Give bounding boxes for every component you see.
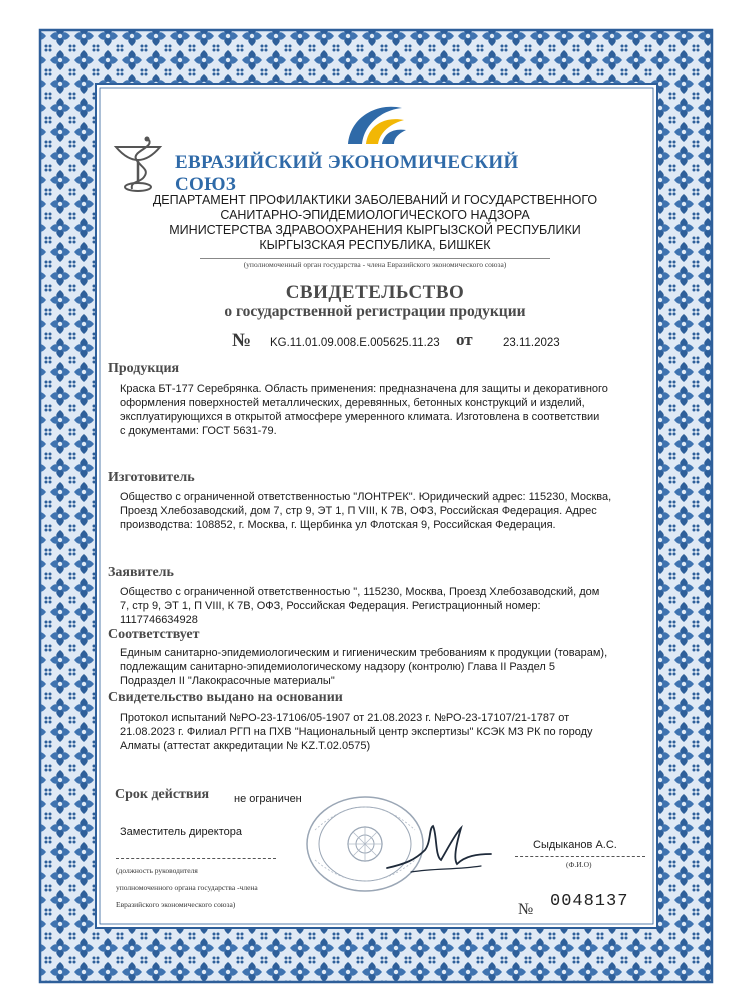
validity-value: не ограничен xyxy=(234,793,302,805)
product-line: с документами: ГОСТ 5631-79. xyxy=(120,425,277,437)
eaeu-logo-icon xyxy=(340,98,412,152)
union-title: ЕВРАЗИЙСКИЙ ЭКОНОМИЧЕСКИЙ СОЮЗ xyxy=(175,152,519,195)
product-line: эксплуатирующихся в открытой атмосфере умеренного климата. Изготовлена в соответствии xyxy=(120,411,600,423)
basis-line: 21.08.2023 г. Филиал РГП на ПХВ "Национальный центр экспертизы" КСЭК МЗ РК по городу xyxy=(120,726,593,738)
manufacturer-heading: Изготовитель xyxy=(108,470,195,485)
complies-line: Единым санитарно-эпидемиологическим и гигиеническим требованиям к продукции (товарам), xyxy=(120,647,608,659)
basis-line: Алматы (аттестат аккредитации № KZ.T.02.0575) xyxy=(120,740,371,752)
complies-text xyxy=(120,646,655,688)
applicant-text xyxy=(120,585,655,627)
product-line: оформления поверхностей металлических, деревянных, бетонных конструкций и изделий, xyxy=(120,397,585,409)
bowl-of-hygieia-icon xyxy=(110,133,166,195)
applicant-line: 7, стр 9, ЭТ 1, П VIII, К 7В, ОФЗ, Российская Федерация. Регистрационный номер: xyxy=(120,600,541,612)
signatory-name: Сыдыканов А.С. xyxy=(533,839,617,851)
basis-heading: Свидетельство выдано на основании xyxy=(108,690,343,705)
serial-label: № xyxy=(518,901,534,918)
name-note: (Ф.И.О) xyxy=(566,860,592,869)
complies-line: подлежащим санитарно-эпидемиологическому надзору (контролю) Глава II Раздел 5 xyxy=(120,661,555,673)
position-note-line: уполномоченного органа государства -члена xyxy=(116,883,258,892)
department-line: ДЕПАРТАМЕНТ ПРОФИЛАКТИКИ ЗАБОЛЕВАНИЙ И ГОСУДАРСТВЕННОГО xyxy=(152,193,598,207)
certificate-date: 23.11.2023 xyxy=(503,337,560,349)
manufacturer-line: Проезд Хлебозаводский, дом 7, стр 9, ЭТ 1, П VIII, К 7В, ОФЗ, Российская Федерация. Адрес xyxy=(120,505,597,517)
name-underline xyxy=(515,856,645,857)
product-text xyxy=(120,382,655,438)
position-note-line: Евразийского экономического союза) xyxy=(116,900,236,909)
signatory-position: Заместитель директора xyxy=(120,826,242,838)
department-block xyxy=(110,193,640,253)
position-note-line: (должность руководителя xyxy=(116,866,198,875)
basis-line: Протокол испытаний №РО-23-17106/05-1907 от 21.08.2023 г. №РО-23-17107/21-1787 от xyxy=(120,712,570,724)
position-note xyxy=(116,866,336,910)
manufacturer-line: Общество с ограниченной ответственностью "ЛОНТРЕК". Юридический адрес: 115230, Москва, xyxy=(120,491,612,503)
certificate-subtitle: о государственной регистрации продукции xyxy=(224,303,526,320)
department-line: КЫРГЫЗСКАЯ РЕСПУБЛИКА, БИШКЕК xyxy=(259,238,491,252)
complies-line: Подраздел II "Лакокрасочные материалы" xyxy=(120,675,335,687)
manufacturer-text xyxy=(120,490,655,532)
authority-line xyxy=(200,258,550,259)
applicant-heading: Заявитель xyxy=(108,565,174,580)
serial-number: 0048137 xyxy=(550,892,629,911)
certificate-title: СВИДЕТЕЛЬСТВО xyxy=(285,282,465,303)
department-line: САНИТАРНО-ЭПИДЕМИОЛОГИЧЕСКОГО НАДЗОРА xyxy=(220,208,530,222)
applicant-line: Общество с ограниченной ответственностью ", 115230, Москва, Проезд Хлебозаводский, дом xyxy=(120,586,600,598)
validity-label: Срок действия xyxy=(115,787,210,802)
number-label: № xyxy=(232,330,252,351)
authority-note: (уполномоченный орган государства - члена Евразийского экономического союза) xyxy=(243,260,507,269)
complies-heading: Соответствует xyxy=(108,627,200,642)
position-underline xyxy=(116,858,276,859)
certificate-number: KG.11.01.09.008.E.005625.11.23 xyxy=(270,337,440,349)
product-line: Краска БТ-177 Серебрянка. Область применения: предназначена для защиты и декоративного xyxy=(120,383,608,395)
signature-icon xyxy=(385,820,495,880)
applicant-line: 1117746634928 xyxy=(120,614,198,626)
basis-text xyxy=(120,711,655,753)
manufacturer-line: производства: 108852, г. Москва, г. Щербинка ул Флотская 9, Российская Федерация. xyxy=(120,519,556,531)
date-label: от xyxy=(456,330,473,349)
department-line: МИНИСТЕРСТВА ЗДРАВООХРАНЕНИЯ КЫРГЫЗСКОЙ РЕСПУБЛИКИ xyxy=(169,223,581,237)
product-heading: Продукция xyxy=(108,361,180,376)
